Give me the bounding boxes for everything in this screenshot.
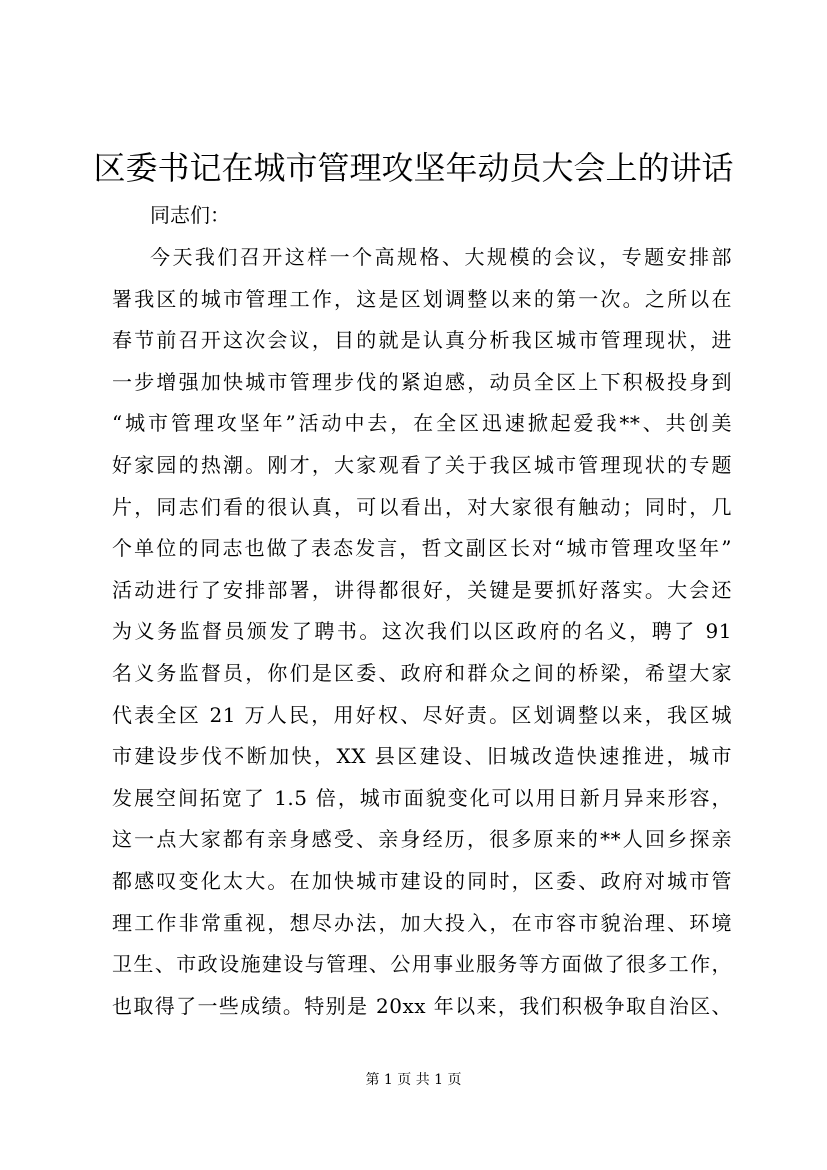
body-line: 名义务监督员，你们是区委、政府和群众之间的桥梁，希望大家 bbox=[112, 660, 732, 685]
body-line: 为义务监督员颁发了聘书。这次我们以区政府的名义，聘了 91 bbox=[112, 619, 732, 644]
document-title: 区委书记在城市管理攻坚年动员大会上的讲话 bbox=[93, 149, 734, 187]
body-line: 也取得了一些成绩。特别是 20xx 年以来，我们积极争取自治区、 bbox=[112, 993, 732, 1018]
body-line: 活动进行了安排部署，讲得都很好，关键是要抓好落实。大会还 bbox=[112, 577, 732, 602]
body-line: 春节前召开这次会议，目的就是认真分析我区城市管理现状，进 bbox=[112, 328, 732, 353]
body-line: 发展空间拓宽了 1.5 倍，城市面貌变化可以用日新月异来形容， bbox=[112, 785, 732, 810]
body-line: 代表全区 21 万人民，用好权、尽好责。区划调整以来，我区城 bbox=[112, 702, 732, 727]
body-line: 理工作非常重视，想尽办法，加大投入，在市容市貌治理、环境 bbox=[112, 910, 732, 935]
page-footer: 第 1 页 共 1 页 bbox=[365, 1072, 462, 1088]
body-line: 一步增强加快城市管理步伐的紧迫感，动员全区上下积极投身到 bbox=[112, 369, 732, 394]
body-line: 好家园的热潮。刚才，大家观看了关于我区城市管理现状的专题 bbox=[112, 452, 732, 477]
salutation: 同志们： bbox=[150, 203, 230, 227]
body-line: 这一点大家都有亲身感受、亲身经历，很多原来的**人回乡探亲 bbox=[112, 827, 732, 852]
body-line: 今天我们召开这样一个高规格、大规模的会议，专题安排部 bbox=[150, 245, 732, 269]
body-paragraph bbox=[112, 237, 732, 1027]
body-line: 市建设步伐不断加快，XX 县区建设、旧城改造快速推进，城市 bbox=[112, 744, 732, 769]
body-line: 个单位的同志也做了表态发言，哲文副区长对“城市管理攻坚年” bbox=[112, 536, 732, 561]
body-line: 卫生、市政设施建设与管理、公用事业服务等方面做了很多工作， bbox=[112, 952, 732, 977]
body-line: 都感叹变化太大。在加快城市建设的同时，区委、政府对城市管 bbox=[112, 868, 732, 893]
body-line: 片，同志们看的很认真，可以看出，对大家很有触动；同时，几 bbox=[112, 494, 732, 519]
body-line: “城市管理攻坚年”活动中去，在全区迅速掀起爱我**、共创美 bbox=[112, 411, 732, 436]
body-line: 署我区的城市管理工作，这是区划调整以来的第一次。之所以在 bbox=[112, 286, 732, 311]
